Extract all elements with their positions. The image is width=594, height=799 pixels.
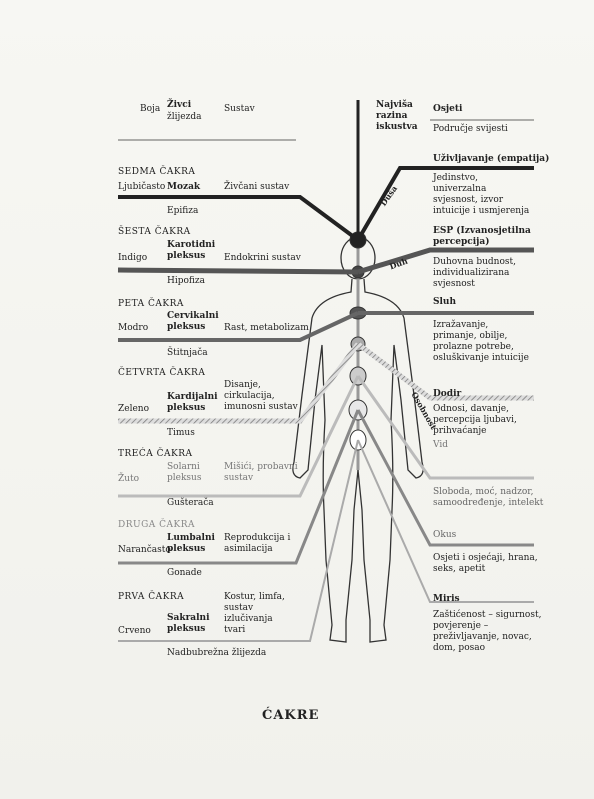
chakra-name: ŠESTA ČAKRA — [118, 227, 191, 237]
chakra-gland: Epifiza — [167, 206, 199, 216]
chakra-system: Živčani sustav — [224, 182, 290, 192]
sense-area: Odnosi, davanje, percepcija ljubavi, prihvaćanje — [433, 404, 517, 436]
chakra-nerve: Mozak — [167, 182, 201, 192]
header-color: Boja — [140, 104, 161, 114]
chakra-name: DRUGA ČAKRA — [118, 520, 196, 530]
chakra-gland: Hipofiza — [167, 276, 206, 286]
chakra-gland: Nadbubrežna žlijezda — [167, 648, 267, 658]
chakra-name: ČETVRTA ČAKRA — [118, 368, 206, 378]
sense-area: Zaštićenost – sigurnost, povjerenje – preživljavanje, novac, dom, posao — [433, 610, 542, 653]
level-personality: Osobnost — [409, 390, 439, 432]
header-experience: iskustva — [376, 122, 418, 132]
chakra-system: Disanje, cirkulacija, imunosni sustav — [224, 380, 298, 412]
level-soul: Duša — [378, 183, 400, 208]
chakra-system: Mišići, probavni sustav — [224, 462, 298, 483]
chakra-gland: Štitnjača — [167, 348, 208, 358]
chakra-gland: Timus — [167, 428, 195, 438]
chakra-color: Zeleno — [118, 404, 149, 414]
chakra-nerve: Karotidni pleksus — [167, 240, 216, 261]
chakra-gland: Gonade — [167, 568, 202, 578]
header-awareness: Područje svijesti — [433, 124, 508, 134]
chakra-color: Crveno — [118, 626, 151, 636]
chakra-color: Indigo — [118, 253, 148, 263]
chakra-nerve: Solarni pleksus — [167, 462, 202, 483]
sense-area: Jedinstvo, univerzalna svjesnost, izvor intuicije i usmjerenja — [433, 173, 530, 216]
chakra-system: Endokrini sustav — [224, 253, 301, 263]
header-highest: Najviša — [376, 100, 413, 110]
sense-label: Sluh — [433, 297, 457, 307]
chakra-name: TREĆA ČAKRA — [118, 449, 193, 459]
chakra-color: Modro — [118, 323, 149, 333]
chakra-nerve: Lumbalni pleksus — [167, 533, 215, 554]
chakra-color: Narančasto — [118, 545, 171, 555]
page-title: ĆAKRE — [262, 708, 320, 723]
sense-label: Miris — [433, 594, 460, 604]
header-nerves: Živci — [167, 100, 192, 110]
chakra-system: Kostur, limfa, sustav izlučivanja tvari — [224, 592, 285, 635]
sense-label: Dodir — [433, 389, 462, 399]
sense-label: Okus — [433, 530, 457, 540]
chakra-name: SEDMA ČAKRA — [118, 167, 196, 177]
chakra-color: Ljubičasto — [118, 182, 166, 192]
header-gland: žlijezda — [167, 112, 202, 122]
chakra-gland: Gušterača — [167, 498, 214, 508]
sense-label: Uživljavanje (empatija) — [433, 154, 550, 164]
sense-area: Sloboda, moć, nadzor, samoodređenje, intelekt — [433, 487, 544, 508]
chakra-nerve: Sakralni pleksus — [167, 613, 210, 634]
header-senses: Osjeti — [433, 104, 463, 114]
sense-area: Duhovna budnost, individualizirana svjesnost — [433, 257, 516, 289]
sense-label: Vid — [433, 440, 448, 450]
sense-area: Osjeti i osjećaji, hrana, seks, apetit — [433, 553, 538, 574]
header-level: razina — [376, 111, 408, 121]
header-system: Sustav — [224, 104, 255, 114]
chakra-nerve: Kardijalni pleksus — [167, 392, 218, 413]
chakra-name: PRVA ČAKRA — [118, 592, 185, 602]
level-spirit: Duh — [388, 255, 409, 272]
sense-area: Izražavanje, primanje, obilje, prolazne potrebe, osluškivanje intuicije — [433, 320, 529, 363]
chakra-system: Reprodukcija i asimilacija — [224, 533, 291, 554]
chakra-system: Rast, metabolizam — [224, 323, 309, 333]
chakra-color: Žuto — [118, 474, 140, 484]
sense-label: ESP (Izvanosjetilna percepcija) — [433, 226, 531, 247]
chakra-name: PETA ČAKRA — [118, 299, 184, 309]
chakra-nerve: Cervikalni pleksus — [167, 311, 219, 332]
